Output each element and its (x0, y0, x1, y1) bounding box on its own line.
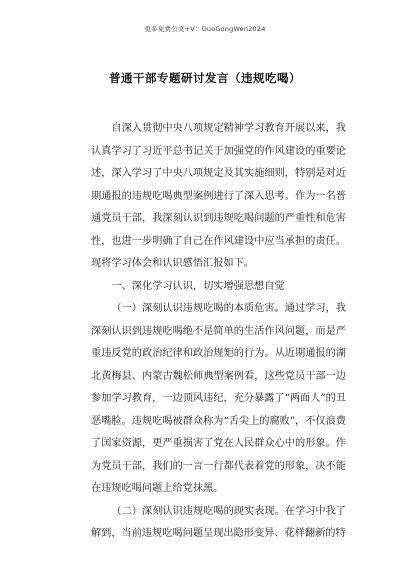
intro-paragraph: 自深入贯彻中央八项规定精神学习教育开展以来，我认真学习了习近平总书记关于加强党的作风建设的重要论述，深入学习了中央八项规定及其实施细则，特别是对近期通报的违规吃喝典型案例进行了深入思考。作为一名普通党员干部，我深刻认识到违规吃喝问题的严重性和危害性，也进一步明确了自己在作风建设中应当承担的责任。现将学习体会和认识感悟汇报如下。 (91, 123, 346, 269)
subsection-paragraph: （一）深刻认识违规吃喝的本质危害。通过学习，我深刻认识到违规吃喝绝不是简单的生活作风问题，而是严重违反党的政治纪律和政治规矩的行为。从近期通报的湖北黄梅县、内蒙古魏松师典型案例看，这些党员干部一边参加学习教育，一边顶风违纪，充分暴露了“两面人”的丑恶嘴脸。违规吃喝被群众称为“舌尖上的腐败”，不仅浪费了国家资源，更严重损害了党在人民群众心中的形象。作为党员干部，我们的一言一行都代表着党的形象，决不能在违规吃喝问题上给党抹黑。 (91, 303, 346, 494)
subsection-paragraph: （二）深刻认识违规吃喝的现实表现。在学习中我了解到，当前违规吃喝问题呈现出隐形变异、花样翻新的特 (91, 505, 346, 539)
section-heading: 一、深化学习认识，切实增强思想自觉 (111, 280, 285, 292)
document-title: 普通干部专题研讨发言（违规吃喝） (109, 71, 301, 85)
document-body (91, 118, 346, 546)
header-watermark: 更多免费公文+V：GuoGongWen2024 (144, 25, 266, 33)
